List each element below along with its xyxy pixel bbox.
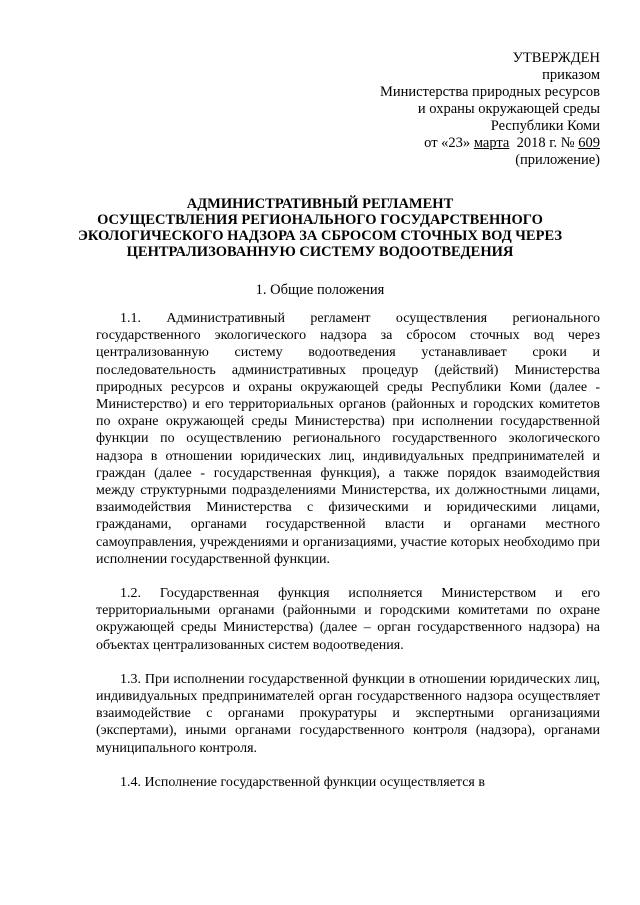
approval-republic: Республики Коми [490, 118, 600, 134]
paragraph-1-2: 1.2. Государственная функция исполняется Министерством и его территориальными органами (районными и городскими комитетами по охране окружающей среды Министерства) (далее – орган государственного надзора) на объектах централизованных систем водоотведения. [96, 586, 600, 653]
document-title [60, 196, 580, 260]
title-line-1: АДМИНИСТРАТИВНЫЙ РЕГЛАМЕНТ [186, 196, 454, 212]
paragraph-1-1: 1.1. Административный регламент осуществления регионального государственного экологического надзора за сбросом сточных вод через централизованную систему водоотведения устанавливает сроки и последовательность административных процедур (действий) Министерства природных ресурсов и охраны окружающей среды Республики Коми (далее - Министерство) и его территориальных органов (районных и городских комитетов по охране окружающей среды Министерства) при исполнении государственной функции по осуществлению регионального государственного экологического надзора в отношении юридических лиц, индивидуальных предпринимателей и граждан (далее - государственная функция), а также порядок взаимодействия между структурными подразделениями Министерства, их должностными лицами, взаимодействия Министерства с физическими и юридическими лицами, гражданами, органами государственной власти и органами местного самоуправления, учреждениями и организациями, участие которых необходимо при исполнении государственной функции. [96, 311, 600, 567]
paragraph-1-4: 1.4. Исполнение государственной функции осуществляется в [120, 774, 485, 790]
approval-date-line [340, 135, 600, 152]
approval-date-year: 2018 г. № [516, 135, 575, 151]
body-text [96, 310, 600, 808]
approval-date-prefix: от «23» [424, 135, 471, 151]
approval-ministry-line-2: и охраны окружающей среды [417, 101, 600, 117]
title-line-4: ЦЕНТРАЛИЗОВАННУЮ СИСТЕМУ ВОДООТВЕДЕНИЯ [126, 244, 514, 260]
approval-order-word: приказом [542, 67, 600, 83]
title-line-3: ЭКОЛОГИЧЕСКОГО НАДЗОРА ЗА СБРОСОМ СТОЧНЫХ ВОД ЧЕРЕЗ [78, 228, 562, 244]
approval-ministry-line: Министерства природных ресурсов [379, 84, 600, 100]
approval-stamp-block [340, 50, 600, 169]
approval-order-number: 609 [578, 135, 600, 151]
approval-appendix-note: (приложение) [515, 152, 600, 168]
paragraph-1-3: 1.3. При исполнении государственной функции в отношении юридических лиц, индивидуальных предпринимателей орган государственного надзора осуществляет взаимодействие с органами прокуратуры и экспертными организациями (экспертами), иными органами государственного контроля (надзора), органами муниципального контроля. [96, 671, 600, 756]
approval-title: УТВЕРЖДЕН [512, 50, 600, 66]
approval-date-month: марта [473, 135, 510, 151]
title-line-2: ОСУЩЕСТВЛЕНИЯ РЕГИОНАЛЬНОГО ГОСУДАРСТВЕННОГО [97, 212, 543, 228]
section-heading: 1. Общие положения [255, 282, 385, 298]
